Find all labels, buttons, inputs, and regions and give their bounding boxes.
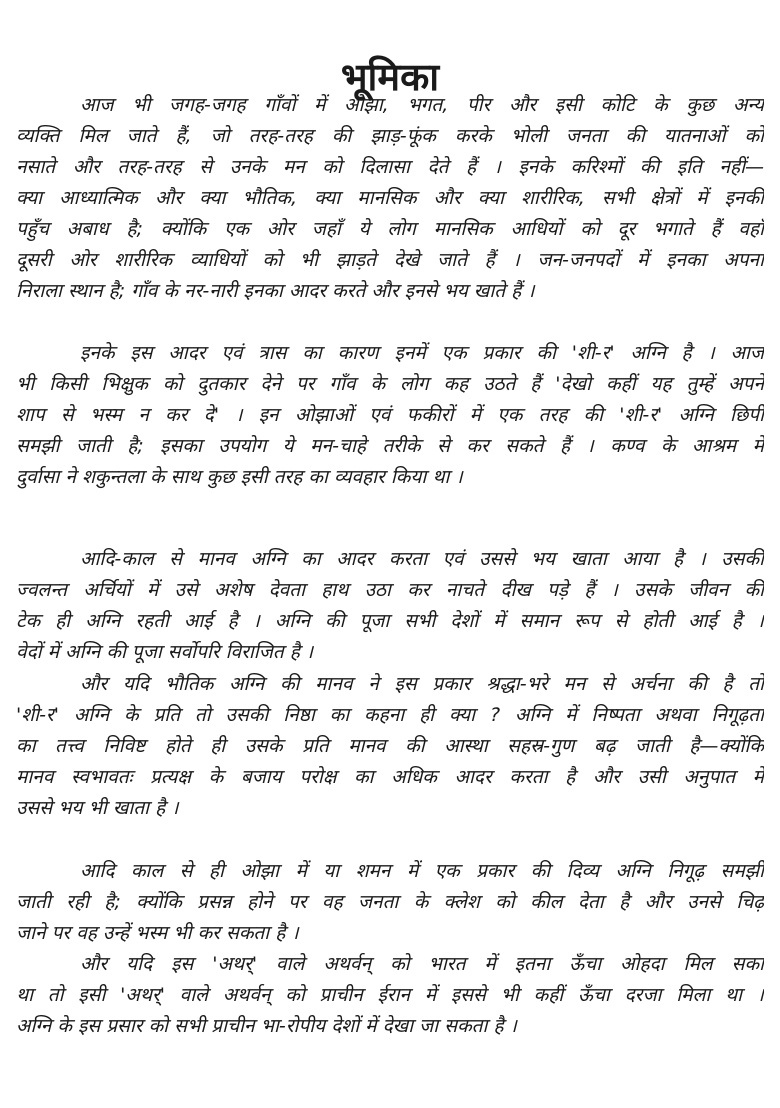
text-line: मानव स्वभावतः प्रत्यक्ष के बजाय परोक्ष का अधिक आदर करता है और उसी अनुपात में bbox=[16, 766, 764, 788]
text-line: आदि काल से ही ओझा में या शमन में एक प्रकार की दिव्य अग्नि निगूढ़ समझी bbox=[80, 860, 764, 882]
paragraph bbox=[16, 544, 764, 668]
text-line: का तत्त्व निविष्ट होते ही उसके प्रति मानव की आस्था सहस्र-गुण बढ़ जाती है—क्योंकि bbox=[16, 735, 764, 757]
text-line: समझी जाती है; इसका उपयोग ये मन-चाहे तरीके से कर सकते हैं । कण्व के आश्रम में bbox=[16, 435, 764, 457]
text-line: ज्वलन्त अर्चियों में उसे अशेष देवता हाथ उठा कर नाचते दीख पड़े हैं । उसके जीवन की bbox=[16, 579, 764, 601]
text-line: टेक ही अग्नि रहती आई है । अग्नि की पूजा सभी देशों में समान रूप से होती आई है । bbox=[16, 610, 764, 632]
page-title: भूमिका bbox=[340, 55, 440, 99]
text-line: जाती रही है; क्योंकि प्रसन्न होने पर वह जनता के क्लेश को कील देता है और उनसे चिढ़ bbox=[16, 891, 764, 913]
text-line: नसाते और तरह-तरह से उनके मन को दिलासा देते हैं । इनके करिश्मों की इति नहीं— bbox=[16, 156, 764, 178]
text-line: वेदों में अग्नि की पूजा सर्वोपरि विराजित है । bbox=[16, 641, 314, 663]
text-line: आज भी जगह-जगह गाँवों में ओझा, भगत, पीर और इसी कोटि के कुछ अन्य bbox=[80, 94, 764, 116]
text-line: क्या आध्यात्मिक और क्या भौतिक, क्या मानसिक और क्या शारीरिक, सभी क्षेत्रों में इनकी bbox=[16, 187, 764, 209]
text-line: 'शी-र' अग्नि के प्रति तो उसकी निष्ठा का कहना ही क्या ? अग्नि में निष्पता अथवा निगूढ़ता bbox=[16, 704, 764, 726]
paragraph bbox=[16, 949, 764, 1042]
text-line: भी किसी भिक्षुक को दुतकार देने पर गाँव के लोग कह उठते हैं 'देखो कहीं यह तुम्हें अपने bbox=[16, 373, 764, 395]
text-line: अग्नि के इस प्रसार को सभी प्राचीन भा-रोपीय देशों में देखा जा सकता है । bbox=[16, 1015, 517, 1037]
text-line: आदि-काल से मानव अग्नि का आदर करता एवं उससे भय खाता आया है । उसकी bbox=[80, 548, 764, 570]
text-line: दूसरी ओर शारीरिक व्याधियों को भी झाड़ते देखे जाते हैं । जन-जनपदों में इनका अपना bbox=[16, 249, 764, 271]
text-line: व्यक्ति मिल जाते हैं, जो तरह-तरह की झाड़-फूंक करके भोली जनता की यातनाओं को bbox=[16, 125, 764, 147]
text-line: और यदि इस 'अथर्' वाले अथर्वन् को भारत में इतना ऊँचा ओहदा मिल सका bbox=[80, 953, 764, 975]
text-line: दुर्वासा ने शकुन्तला के साथ कुछ इसी तरह का व्यवहार किया था । bbox=[16, 466, 463, 488]
text-line: निराला स्थान है; गाँव के नर-नारी इनका आदर करते और इनसे भय खाते हैं । bbox=[16, 280, 535, 302]
text-line: था तो इसी 'अथर्' वाले अथर्वन् को प्राचीन ईरान में इससे भी कहीं ऊँचा दरजा मिला था । bbox=[16, 984, 764, 1006]
paragraph bbox=[16, 90, 764, 307]
text-line: जाने पर वह उन्हें भस्म भी कर सकता है । bbox=[16, 922, 299, 944]
text-line: शाप से भस्म न कर दे' । इन ओझाओं एवं फकीरों में एक तरह की 'शी-र' अग्नि छिपी bbox=[16, 404, 764, 426]
paragraph bbox=[16, 669, 764, 824]
text-line: उससे भय भी खाता है । bbox=[16, 797, 179, 819]
text-line: पहुँच अबाध है; क्योंकि एक ओर जहाँ ये लोग मानसिक आधियों को दूर भगाते हैं वहाँ bbox=[16, 218, 764, 240]
paragraph bbox=[16, 338, 764, 493]
paragraph bbox=[16, 856, 764, 949]
text-line: और यदि भौतिक अग्नि की मानव ने इस प्रकार श्रद्धा-भरे मन से अर्चना की है तो bbox=[80, 673, 764, 695]
text-line: इनके इस आदर एवं त्रास का कारण इनमें एक प्रकार की 'शी-र' अग्नि है । आज bbox=[80, 342, 764, 364]
